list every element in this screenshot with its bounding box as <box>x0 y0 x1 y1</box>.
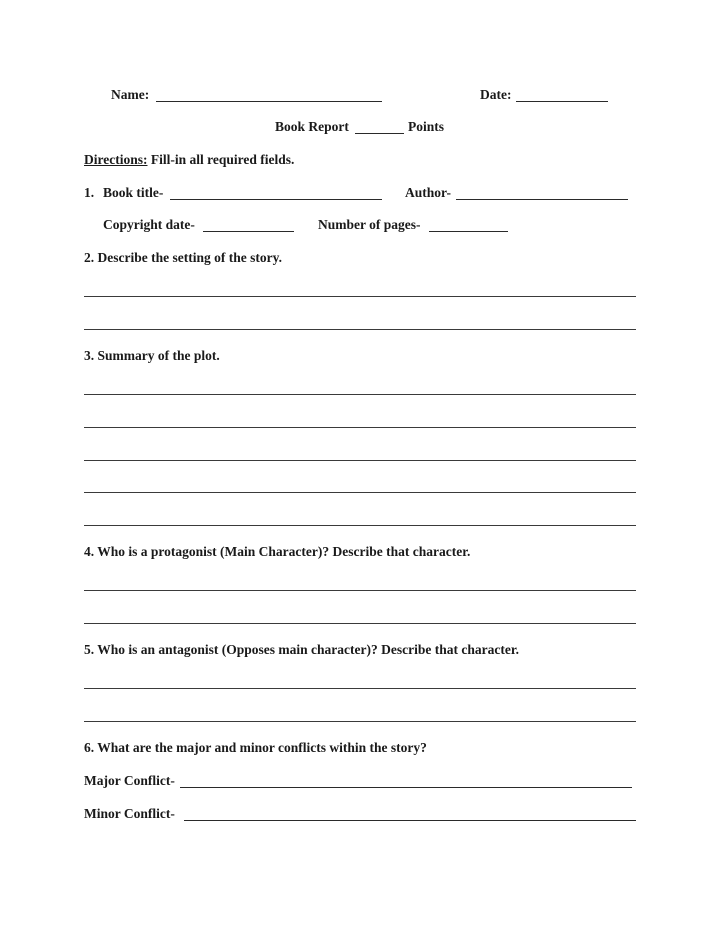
summary-answer-line[interactable] <box>84 492 636 493</box>
minor-conflict-field[interactable] <box>184 805 636 821</box>
number-of-pages-underline <box>429 231 508 232</box>
book-report-title: Book Report <box>275 119 349 134</box>
directions-text: Fill-in all required fields. <box>147 152 295 167</box>
date-field[interactable] <box>516 86 608 102</box>
setting-answer-line[interactable] <box>84 329 636 330</box>
summary-answer-line[interactable] <box>84 394 636 395</box>
number-of-pages-label: Number of pages- <box>318 217 421 232</box>
name-label: Name: <box>111 87 150 102</box>
summary-answer-line[interactable] <box>84 460 636 461</box>
summary-answer-line[interactable] <box>84 427 636 428</box>
major-conflict-underline <box>180 787 632 788</box>
q4-text: 4. Who is a protagonist (Main Character)? Describe that character. <box>84 544 471 559</box>
antagonist-answer-line[interactable] <box>84 721 636 722</box>
date-underline <box>516 101 608 102</box>
copyright-date-label: Copyright date- <box>103 217 195 232</box>
q3-text: 3. Summary of the plot. <box>84 348 220 363</box>
name-underline <box>156 101 382 102</box>
minor-conflict-label: Minor Conflict- <box>84 806 175 821</box>
antagonist-answer-line[interactable] <box>84 688 636 689</box>
points-underline <box>355 133 404 134</box>
major-conflict-field[interactable] <box>180 772 632 788</box>
author-underline <box>456 199 628 200</box>
book-title-field[interactable] <box>170 184 382 200</box>
number-of-pages-field[interactable] <box>429 216 508 232</box>
copyright-date-field[interactable] <box>203 216 294 232</box>
setting-answer-line[interactable] <box>84 296 636 297</box>
book-title-underline <box>170 199 382 200</box>
q1-number: 1. <box>84 185 95 200</box>
author-label: Author- <box>405 185 451 200</box>
author-field[interactable] <box>456 184 628 200</box>
minor-conflict-underline <box>184 820 636 821</box>
date-label: Date: <box>480 87 512 102</box>
points-field[interactable] <box>355 118 404 134</box>
q6-text: 6. What are the major and minor conflicts within the story? <box>84 740 427 755</box>
name-field[interactable] <box>156 86 382 102</box>
q2-text: 2. Describe the setting of the story. <box>84 250 282 265</box>
protagonist-answer-line[interactable] <box>84 590 636 591</box>
points-label: Points <box>408 119 445 134</box>
protagonist-answer-line[interactable] <box>84 623 636 624</box>
copyright-date-underline <box>203 231 294 232</box>
book-title-label: Book title- <box>103 185 164 200</box>
major-conflict-label: Major Conflict- <box>84 773 175 788</box>
directions <box>84 152 294 168</box>
q5-text: 5. Who is an antagonist (Opposes main character)? Describe that character. <box>84 642 519 657</box>
directions-label: Directions: <box>84 152 148 167</box>
summary-answer-line[interactable] <box>84 525 636 526</box>
